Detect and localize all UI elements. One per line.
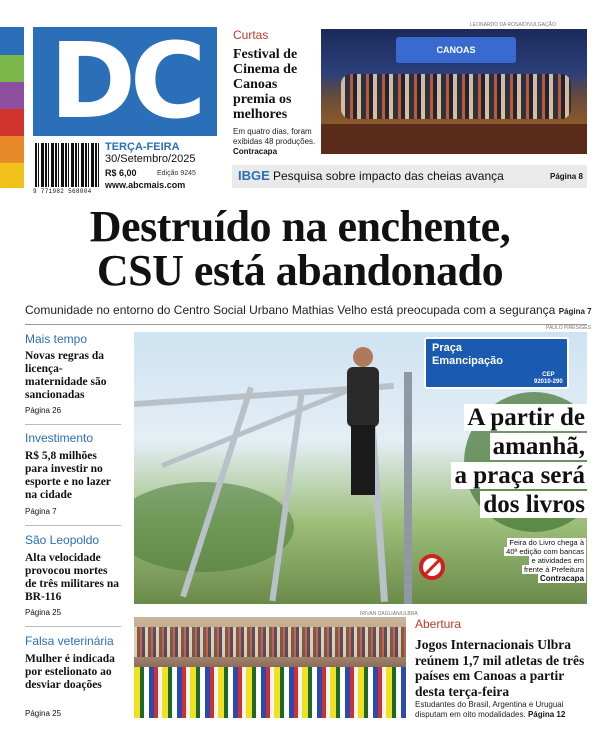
sidebar-label-mais-tempo: Mais tempo xyxy=(25,332,88,346)
sidebar-label-falsa-veterinaria: Falsa veterinária xyxy=(25,634,114,648)
feature-ref xyxy=(500,574,586,583)
issue-day: TERÇA-FEIRA xyxy=(105,141,180,153)
main-subhead-text: Comunidade no entorno do Centro Social Urbano Mathias Velho está preocupada com a segurança xyxy=(25,303,556,317)
feature-caption-line xyxy=(478,565,586,574)
feature-caption-text: 40ª edição com bancas xyxy=(506,547,584,556)
street-sign-cep-number: 92010-290 xyxy=(534,379,563,385)
abertura-page: Página 12 xyxy=(527,710,566,719)
feature-caption-text: e atividades em xyxy=(531,556,584,565)
festival-screen-text: CANOAS xyxy=(436,45,476,55)
color-stripe-purple xyxy=(0,82,24,109)
feature-caption-line xyxy=(478,556,586,565)
feature-caption-line xyxy=(478,547,586,556)
festival-screen xyxy=(396,37,516,63)
curtas-section-label: Curtas xyxy=(233,28,269,42)
street-sign-line1: Praça xyxy=(432,342,462,354)
ibge-text[interactable]: Pesquisa sobre impacto das cheias avança xyxy=(273,169,504,183)
feature-caption-line xyxy=(478,538,586,547)
man-climbing xyxy=(339,347,389,497)
feature-headline-line xyxy=(408,403,588,432)
abertura-headline[interactable]: Jogos Internacionais Ulbra reúnem 1,7 mil atletas de três países em Canoas a partir desta terça-feira xyxy=(415,637,585,699)
feature-photo-credit: PAULO PIRES/GES xyxy=(546,325,591,331)
curtas-photo-credit: LEONARDO DA ROSA/DIVULGAÇÃO xyxy=(470,22,556,28)
curtas-headline[interactable]: Festival de Cinema de Canoas premia os melhores xyxy=(233,47,298,122)
bottom-photo-credit: IRIVAN DAGLIAN/ULBRA xyxy=(360,611,418,617)
site-link[interactable]: www.abcmais.com xyxy=(105,180,186,190)
abertura-text xyxy=(415,700,590,720)
feature-caption-text: frente à Prefeitura xyxy=(523,565,584,574)
man-legs xyxy=(351,425,375,495)
barcode-number: 9 771982 568004 xyxy=(33,188,92,195)
street-sign-cep xyxy=(534,372,563,386)
issue-price: R$ 6,00 xyxy=(105,168,137,178)
main-headline-line1: Destruído na enchente, xyxy=(89,202,511,251)
ibge-page: Página 8 xyxy=(550,172,583,181)
curtas-ref: Contracapa xyxy=(233,147,278,156)
feature-headline-line xyxy=(408,432,588,461)
dc-logo[interactable]: DC xyxy=(33,27,217,136)
color-stripe-blue xyxy=(0,27,24,55)
feature-headline-text: a praça será xyxy=(451,462,588,489)
ibge-label: IBGE xyxy=(238,168,270,183)
sidebar-headline-falsa-veterinaria[interactable]: Mulher é indicada por estelionato ao desviar doações xyxy=(25,653,115,691)
main-subhead xyxy=(25,303,595,317)
color-stripe-green xyxy=(0,55,24,82)
street-sign-line2: Emancipação xyxy=(432,355,503,367)
festival-photo[interactable] xyxy=(321,29,587,154)
color-stripe-yellow xyxy=(0,163,24,188)
abertura-text-body: Estudantes do Brasil, Argentina e Uruguai disputam em oito modalidades. xyxy=(415,700,564,719)
structure-beam xyxy=(269,393,304,602)
street-sign-cep-label: CEP xyxy=(542,372,555,378)
issue-date: 30/Setembro/2025 xyxy=(105,153,196,165)
festival-stage xyxy=(321,124,587,154)
abertura-section-label: Abertura xyxy=(415,617,462,631)
issue-edition: Edição 9245 xyxy=(157,170,196,177)
sidebar-page-sao-leopoldo: Página 25 xyxy=(25,608,62,617)
divider xyxy=(25,324,587,325)
feature-headline-text: amanhã, xyxy=(490,433,588,460)
games-photo[interactable] xyxy=(134,617,406,718)
street-sign-text xyxy=(432,342,503,368)
man-body xyxy=(347,367,379,427)
feature-caption xyxy=(478,538,586,574)
color-stripe-red xyxy=(0,109,24,136)
feature-caption-text: Feira do Livro chega à xyxy=(509,538,584,547)
sidebar-page-investimento: Página 7 xyxy=(25,507,57,516)
curtas-text: Em quatro dias, foram exibidas 48 produções. xyxy=(233,127,316,146)
feature-ref-text: Contracapa xyxy=(539,574,584,583)
feature-headline-line xyxy=(408,490,588,519)
color-stripe-orange xyxy=(0,136,24,163)
sidebar-headline-sao-leopoldo[interactable]: Alta velocidade provocou mortes de três militares na BR-116 xyxy=(25,552,120,603)
sidebar-label-investimento: Investimento xyxy=(25,431,94,445)
games-crowd xyxy=(134,627,406,657)
feature-headline-line xyxy=(408,461,588,490)
games-athletes xyxy=(134,667,406,718)
sidebar-headline-mais-tempo[interactable]: Novas regras da licença-maternidade são sancionadas xyxy=(25,350,107,401)
feature-headline-text: A partir de xyxy=(464,404,588,431)
feature-headline-text: dos livros xyxy=(480,491,588,518)
main-headline-line2: CSU está abandonado xyxy=(96,246,504,295)
sidebar-headline-investimento[interactable]: R$ 5,8 milhões para investir no esporte e no lazer na cidade xyxy=(25,450,111,501)
main-subhead-page: Página 7 xyxy=(558,307,592,316)
no-parking-sign-icon xyxy=(419,554,445,580)
sidebar-page-falsa-veterinaria: Página 25 xyxy=(25,709,62,718)
main-headline[interactable] xyxy=(20,202,580,295)
sidebar-divider xyxy=(25,626,121,627)
sidebar-divider xyxy=(25,424,121,425)
sidebar-label-sao-leopoldo: São Leopoldo xyxy=(25,533,100,547)
sidebar-page-mais-tempo: Página 26 xyxy=(25,406,62,415)
feature-headline[interactable] xyxy=(408,403,588,519)
man-head xyxy=(353,347,373,367)
sidebar-divider xyxy=(25,525,121,526)
barcode xyxy=(35,143,101,187)
festival-crowd xyxy=(341,74,571,119)
